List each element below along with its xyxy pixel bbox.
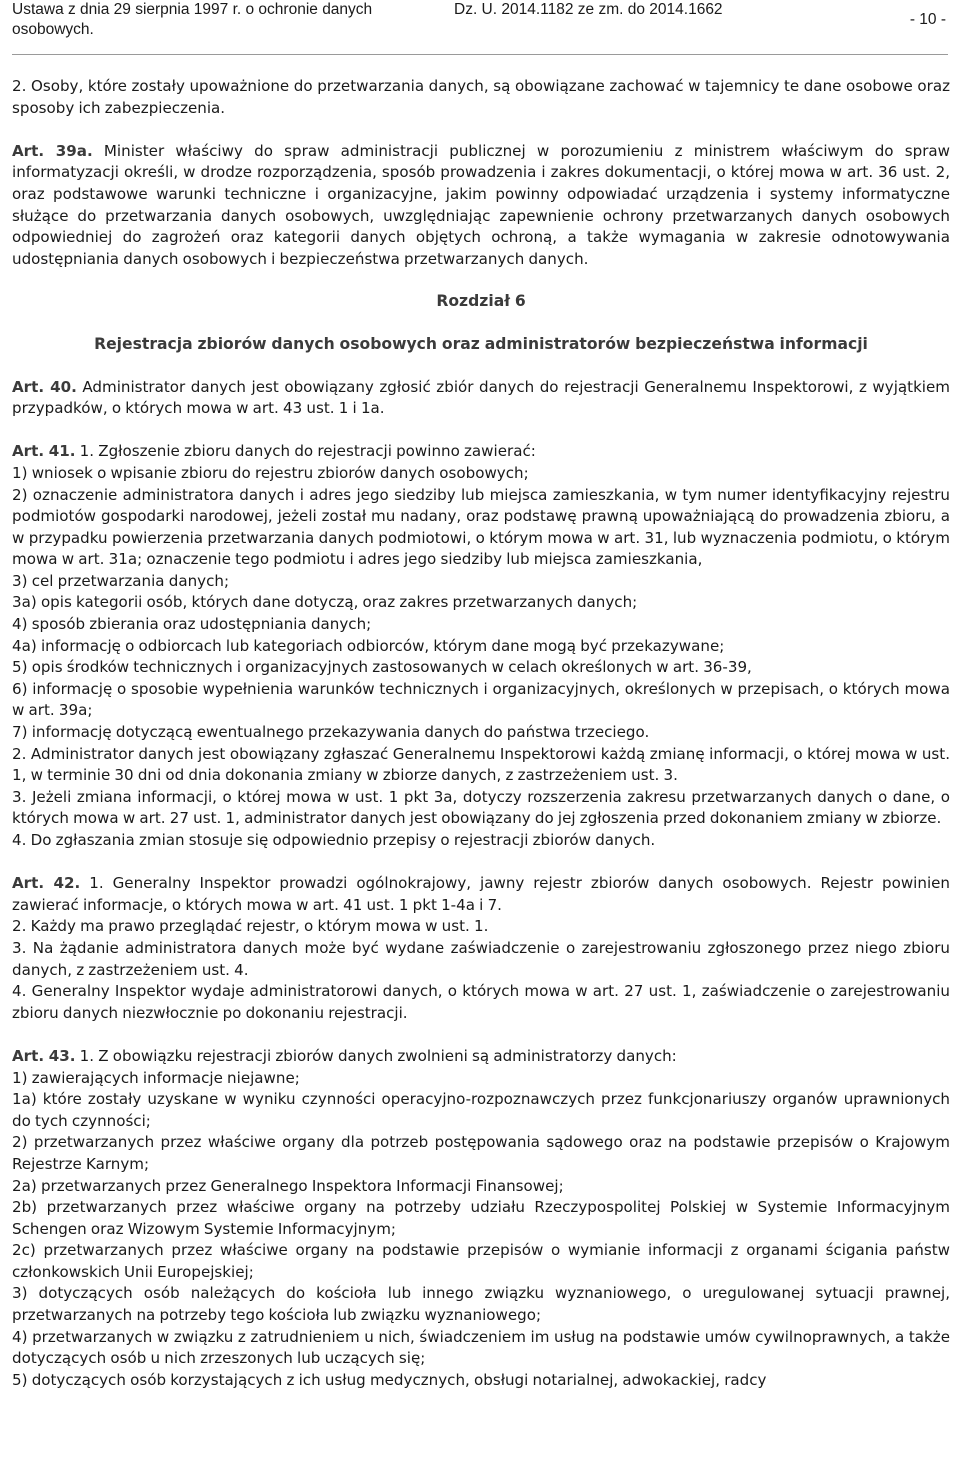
- paragraph-text: 3) dotyczących osób należących do kościoła lub innego związku wyznaniowego, o uregulowanej sytuacji prawnej, przetwarzanych na potrzeby tego kościoła lub związku wyznaniowego;: [12, 1284, 950, 1325]
- article-number: Art. 42.: [12, 874, 81, 893]
- article-paragraph: [12, 873, 950, 916]
- paragraph-text: 2c) przetwarzanych przez właściwe organy na podstawie przepisów o wymianie informacji z organami ścigania państw członkowskich Unii Europejskiej;: [12, 1241, 950, 1281]
- article-paragraph: [12, 441, 950, 463]
- paragraph-text: 5) dotyczących osób korzystających z ich usług medycznych, obsługi notarialnej, adwokackiej, radcy: [12, 1370, 767, 1389]
- article-number: Art. 43.: [12, 1046, 76, 1065]
- paragraph-text: 2a) przetwarzanych przez Generalnego Inspektora Informacji Finansowej;: [12, 1176, 564, 1195]
- chapter-number: Rozdział 6: [436, 292, 526, 311]
- paragraph: [12, 1176, 950, 1198]
- paragraph-text: 1) zawierających informacje niejawne;: [12, 1068, 300, 1087]
- paragraph-text: 4) sposób zbierania oraz udostępniania danych;: [12, 615, 372, 634]
- paragraph-text: 1. Zgłoszenie zbioru danych do rejestracji powinno zawierać:: [75, 442, 536, 461]
- article-number: Art. 40.: [12, 377, 77, 396]
- paragraph: [12, 938, 950, 981]
- paragraph-text: 2. Każdy ma prawo przeglądać rejestr, o którym mowa w ust. 1.: [12, 917, 489, 936]
- paragraph-text: 5) opis środków technicznych i organizacyjnych zastosowanych w celach określonych w art. 36-39,: [12, 658, 752, 677]
- paragraph-text: 4. Do zgłaszania zmian stosuje się odpowiednio przepisy o rejestracji zbiorów danych.: [12, 831, 656, 849]
- paragraph-text: 3. Na żądanie administratora danych może być wydane zaświadczenie o zarejestrowaniu zgłoszonego przez niego zbioru danych, z zastrzeżeniem ust. 4.: [12, 938, 950, 979]
- paragraph-text: 2) oznaczenie administratora danych i adres jego siedziby lub miejsca zamieszkania, w tym numer identyfikacyjny rejestru podmiotów gospodarki narodowej, jeżeli został mu nadany, oraz podstawę prawną upoważniającą do prowadzenia zbioru, a w przypadku powierzenia przetwarzania danych podmiotowi, o którym mowa w art. 31, lub wyznaczenia podmiotu, o którym mowa w art. 31a; oznaczenie tego podmiotu i adres jego siedziby lub miejsca zamieszkania,: [12, 485, 950, 569]
- paragraph: [12, 1327, 950, 1370]
- paragraph: [12, 1089, 950, 1132]
- paragraph: [12, 463, 950, 485]
- paragraph-text: 4) przetwarzanych w związku z zatrudnieniem u nich, świadczeniem im usług na podstawie umów cywilnoprawnych, a także dotyczących osób u nich zrzeszonych lub uczących się;: [12, 1327, 950, 1368]
- paragraph-text: 6) informację o sposobie wypełnienia warunków technicznych i organizacyjnych, określonych w przepisach, o których mowa w art. 39a;: [12, 679, 950, 720]
- paragraph: [12, 657, 950, 679]
- paragraph-text: 3. Jeżeli zmiana informacji, o której mowa w ust. 1 pkt 3a, dotyczy rozszerzenia zakresu przetwarzanych danych o dane, o których mowa w art. 27 ust. 1, administrator danych jest obowiązany do jej zgłoszenia przed dokonaniem zmiany w zbiorze.: [12, 787, 950, 828]
- paragraph: [12, 1132, 950, 1175]
- paragraph-text: 1. Z obowiązku rejestracji zbiorów danych zwolnieni są administratorzy danych:: [75, 1046, 677, 1065]
- paragraph: [12, 636, 950, 658]
- paragraph: [12, 592, 950, 614]
- article-number: Art. 41.: [12, 442, 76, 461]
- paragraph: [12, 916, 950, 938]
- paragraph-text: 4a) informację o odbiorcach lub kategoriach odbiorców, którym dane mogą być przekazywane;: [12, 636, 725, 655]
- page-number: - 10 -: [909, 11, 946, 28]
- paragraph: [12, 571, 950, 593]
- paragraph: [12, 679, 950, 722]
- document-title: Ustawa z dnia 29 sierpnia 1997 r. o ochronie danych osobowych.: [12, 1, 373, 38]
- paragraph-text: 3) cel przetwarzania danych;: [12, 571, 230, 590]
- paragraph-text: 3a) opis kategorii osób, których dane dotyczą, oraz zakres przetwarzanych danych;: [12, 593, 638, 612]
- paragraph-text: Minister właściwy do spraw administracji publicznej w porozumieniu z ministrem właściwym do spraw informatyzacji określi, w drodze rozporządzenia, sposób prowadzenia i zakres dokumentacji, o której mowa w art. 36 ust. 2, oraz podstawowe warunki techniczne i organizacyjne, jakim powinny odpowiadać urządzenia i systemy informatyczne służące do przetwarzania danych osobowych, uwzględniając zapewnienie ochrony przetwarzanych danych osobowych odpowiedniej do zagrożeń oraz kategorii danych objętych ochroną, a także wymagania w zakresie odnotowywania udostępniania danych osobowych i bezpieczeństwa przetwarzanych danych.: [12, 141, 950, 268]
- paragraph: [12, 485, 950, 571]
- paragraph-text: 1) wniosek o wpisanie zbioru do rejestru zbiorów danych osobowych;: [12, 463, 529, 482]
- paragraph: [12, 1068, 950, 1090]
- paragraph: [12, 1283, 950, 1326]
- paragraph: [12, 787, 950, 830]
- paragraph: [12, 76, 950, 119]
- document-body: [12, 76, 950, 1391]
- paragraph: [12, 744, 950, 787]
- paragraph: [12, 722, 950, 744]
- paragraph: [12, 614, 950, 636]
- paragraph-text: 2. Osoby, które zostały upoważnione do przetwarzania danych, są obowiązane zachować w tajemnicy te dane osobowe oraz sposoby ich zabezpieczenia.: [12, 77, 950, 117]
- paragraph-text: Administrator danych jest obowiązany zgłosić zbiór danych do rejestracji Generalnemu Inspektorowi, z wyjątkiem przypadków, o których mowa w art. 43 ust. 1 i 1a.: [12, 377, 950, 418]
- paragraph: [12, 1240, 950, 1283]
- paragraph: [12, 981, 950, 1024]
- paragraph: [12, 1197, 950, 1240]
- paragraph-text: 7) informację dotyczącą ewentualnego przekazywania danych do państwa trzeciego.: [12, 723, 650, 742]
- paragraph-text: 1a) które zostały uzyskane w wyniku czynności operacyjno-rozpoznawczych przez funkcjonariuszy organów uprawnionych do tych czynności;: [12, 1090, 950, 1130]
- paragraph-text: 2. Administrator danych jest obowiązany zgłaszać Generalnemu Inspektorowi każdą zmianę informacji, o której mowa w ust. 1, w terminie 30 dni od dnia dokonania zmiany w zbiorze danych, z zastrzeżeniem ust. 3.: [12, 744, 950, 785]
- paragraph: [12, 830, 950, 852]
- paragraph-text: 4. Generalny Inspektor wydaje administratorowi danych, o których mowa w art. 27 ust. 1, zaświadczenie o zarejestrowaniu zbioru danych niezwłocznie po dokonaniu rejestracji.: [12, 982, 950, 1022]
- paragraph-text: 2) przetwarzanych przez właściwe organy dla potrzeb postępowania sądowego oraz na podstawie przepisów o Krajowym Rejestrze Karnym;: [12, 1133, 950, 1173]
- article-paragraph: [12, 1046, 950, 1068]
- paragraph: [12, 1370, 950, 1392]
- article-paragraph: [12, 141, 950, 271]
- chapter-title: Rejestracja zbiorów danych osobowych oraz administratorów bezpieczeństwa informacji: [94, 334, 868, 353]
- page-header: [12, 0, 948, 55]
- paragraph-text: 2b) przetwarzanych przez właściwe organy na potrzeby udziału Rzeczypospolitej Polskiej w Systemie Informacyjnym Schengen oraz Wizowym Systemie Informacyjnym;: [12, 1198, 950, 1238]
- article-paragraph: [12, 377, 950, 420]
- paragraph-text: 1. Generalny Inspektor prowadzi ogólnokrajowy, jawny rejestr zbiorów danych osobowych. Rejestr powinien zawierać informacje, o których mowa w art. 41 ust. 1 pkt 1-4a i 7.: [12, 874, 950, 914]
- document-source: Dz. U. 2014.1182 ze zm. do 2014.1662: [454, 1, 723, 18]
- article-number: Art. 39a.: [12, 141, 93, 160]
